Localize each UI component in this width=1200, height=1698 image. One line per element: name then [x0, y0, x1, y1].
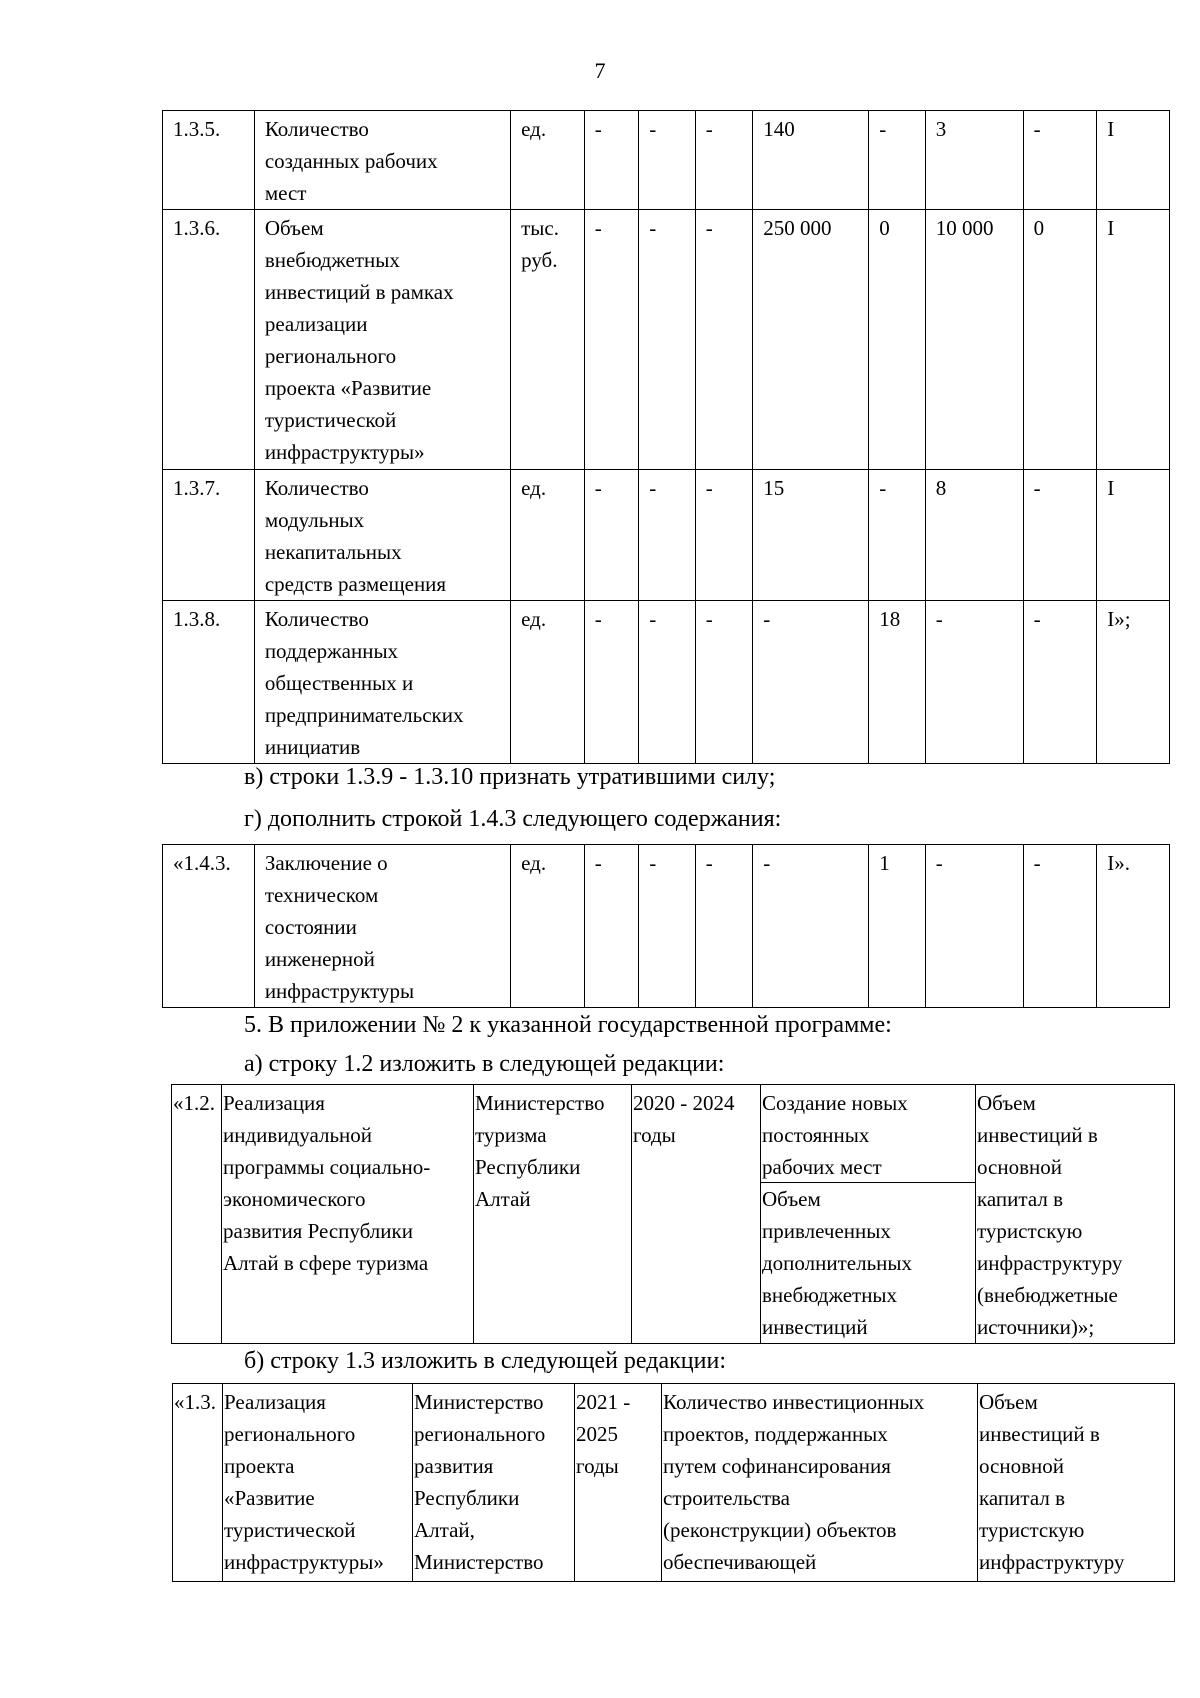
value-cell: - [639, 601, 696, 764]
table-row [173, 1384, 1175, 1582]
value-cell: I»; [1097, 601, 1170, 764]
value-cell: - [1023, 111, 1097, 210]
value-cell: - [695, 111, 753, 210]
value-cell: - [639, 470, 696, 601]
period: 2021 - 2025 годы [575, 1384, 662, 1582]
table-row [163, 845, 1170, 1008]
value-cell: 8 [925, 470, 1023, 601]
value-cell: - [639, 111, 696, 210]
row-number: «1.3. [173, 1384, 223, 1582]
value-cell: - [753, 601, 869, 764]
indicator-name: Заключение о техническом состоянии инженерной инфраструктуры [254, 845, 510, 1008]
indicator-name: Количество модульных некапитальных средств размещения [254, 470, 510, 601]
unit: ед. [511, 601, 585, 764]
indicator-name: Количество созданных рабочих мест [254, 111, 510, 210]
value-cell: - [584, 470, 638, 601]
unit: ед. [511, 111, 585, 210]
value-cell: 140 [753, 111, 869, 210]
activity-1-3-table [172, 1383, 1175, 1582]
unit: ед. [511, 845, 585, 1008]
table-row [163, 111, 1170, 210]
table-row [163, 601, 1170, 764]
value-cell: - [639, 210, 696, 470]
value-cell: - [584, 845, 638, 1008]
value-cell: - [695, 845, 753, 1008]
unit: ед. [511, 470, 585, 601]
row-number: «1.4.3. [163, 845, 255, 1008]
expected-result: Количество инвестиционных проектов, поддержанных путем софинансирования строительства (реконструкции) объектов обеспечивающей [662, 1384, 978, 1582]
value-cell: 0 [1023, 210, 1097, 470]
row-number: «1.2. [172, 1085, 222, 1344]
new-row-table [162, 844, 1170, 1008]
indicator-name: Объем внебюджетных инвестиций в рамках реализации регионального проекта «Развитие туристической инфраструктуры» [254, 210, 510, 470]
paragraph-a: а) строку 1.2 изложить в следующей редакции: [244, 1051, 725, 1077]
value-cell: I [1097, 111, 1170, 210]
value-cell: - [753, 845, 869, 1008]
paragraph-5: 5. В приложении № 2 к указанной государственной программе: [244, 1012, 892, 1038]
value-cell: - [639, 845, 696, 1008]
row-number: 1.3.8. [163, 601, 255, 764]
value-cell: 250 000 [753, 210, 869, 470]
indicators-table [162, 110, 1170, 764]
table-row [172, 1085, 1175, 1344]
activity-name: Реализация индивидуальной программы социально- экономического развития Республики Алтай в сфере туризма [222, 1085, 474, 1344]
paragraph-g: г) дополнить строкой 1.4.3 следующего содержания: [244, 806, 782, 832]
table-row [163, 470, 1170, 601]
indicator-name: Количество поддержанных общественных и предпринимательских инициатив [254, 601, 510, 764]
value-cell: 1 [869, 845, 926, 1008]
value-cell: - [695, 601, 753, 764]
value-cell: I [1097, 210, 1170, 470]
page-number: 7 [594, 58, 606, 83]
value-cell: - [695, 210, 753, 470]
value-cell: - [869, 470, 926, 601]
value-cell: I». [1097, 845, 1170, 1008]
target-indicator: Объем инвестиций в основной капитал в туристскую инфраструктуру (внебюджетные источники)»; [976, 1085, 1175, 1344]
value-cell: - [584, 210, 638, 470]
value-cell: 3 [925, 111, 1023, 210]
value-cell: - [925, 601, 1023, 764]
value-cell: - [584, 111, 638, 210]
value-cell: - [925, 845, 1023, 1008]
responsible-ministry: Министерство регионального развития Республики Алтай, Министерство [413, 1384, 575, 1582]
value-cell: - [695, 470, 753, 601]
row-number: 1.3.5. [163, 111, 255, 210]
value-cell: - [584, 601, 638, 764]
unit: тыс. руб. [511, 210, 585, 470]
responsible-ministry: Министерство туризма Республики Алтай [474, 1085, 632, 1344]
expected-result [761, 1085, 976, 1344]
value-cell: 18 [869, 601, 926, 764]
activity-1-2-table [171, 1084, 1175, 1344]
result-bottom: Объем привлеченных дополнительных внебюджетных инвестиций [761, 1182, 976, 1343]
row-number: 1.3.7. [163, 470, 255, 601]
value-cell: 0 [869, 210, 926, 470]
value-cell: - [1023, 601, 1097, 764]
row-number: 1.3.6. [163, 210, 255, 470]
value-cell: - [869, 111, 926, 210]
value-cell: 15 [753, 470, 869, 601]
paragraph-v: в) строки 1.3.9 - 1.3.10 признать утратившими силу; [244, 764, 776, 790]
period: 2020 - 2024 годы [632, 1085, 761, 1344]
value-cell: - [1023, 845, 1097, 1008]
value-cell: - [1023, 470, 1097, 601]
result-top: Создание новых постоянных рабочих мест [762, 1091, 908, 1179]
target-indicator: Объем инвестиций в основной капитал в туристскую инфраструктуру [978, 1384, 1175, 1582]
activity-name: Реализация регионального проекта «Развитие туристической инфраструктуры» [223, 1384, 413, 1582]
value-cell: 10 000 [925, 210, 1023, 470]
value-cell: I [1097, 470, 1170, 601]
paragraph-b: б) строку 1.3 изложить в следующей редакции: [244, 1348, 726, 1374]
table-row [163, 210, 1170, 470]
